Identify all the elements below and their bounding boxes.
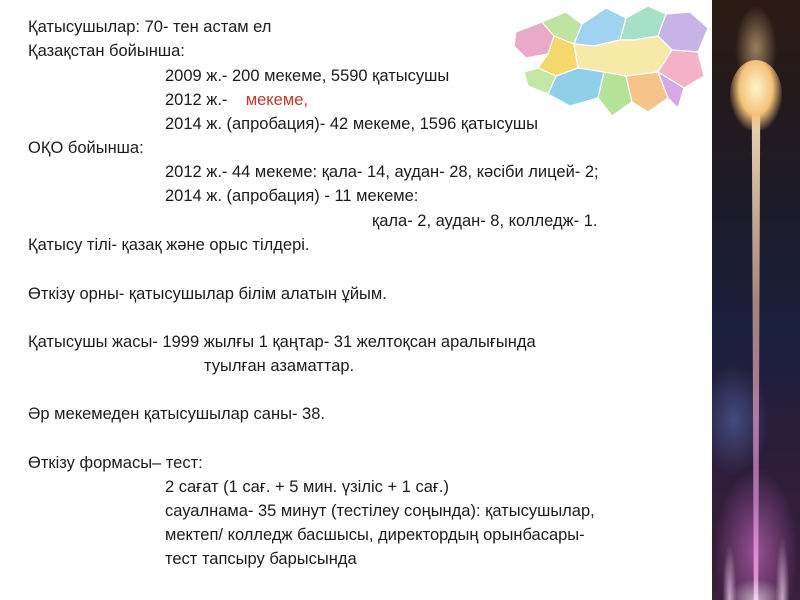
- kazakhstan-map-image: [508, 2, 714, 124]
- venue-line: Өткізу орны- қатысушылар білім алатын ұйым.: [28, 285, 387, 303]
- oko-heading: ОҚО бойынша:: [28, 139, 144, 157]
- tower-sphere: [730, 60, 782, 130]
- format-survey-end: тест тапсыру барысында: [165, 550, 357, 568]
- format-survey-cont: мектеп/ колледж басшысы, директордың орынбасары-: [165, 526, 585, 544]
- age-line-cont: туылған азаматтар.: [204, 357, 355, 375]
- oko-2014-breakdown: қала- 2, аудан- 8, колледж- 1.: [372, 212, 598, 230]
- format-duration: 2 сағат (1 сағ. + 5 мин. үзіліс + 1 сағ.): [165, 478, 449, 496]
- stat-2009: 2009 ж.- 200 мекеме, 5590 қатысушы: [165, 67, 450, 85]
- oko-2014: 2014 ж. (апробация) - 11 мекеме:: [165, 187, 419, 205]
- format-heading: Өткізу формасы– тест:: [28, 454, 203, 472]
- oko-2012: 2012 ж.- 44 мекеме: қала- 14, аудан- 28, кәсіби лицей- 2;: [165, 163, 599, 181]
- age-line: Қатысушы жасы- 1999 жылғы 1 қаңтар- 31 желтоқсан аралығында: [28, 333, 536, 351]
- stat-2012: [165, 90, 308, 110]
- fountain-lights: [712, 430, 800, 600]
- participants-line: Қатысушылар: 70- тен астам ел: [28, 18, 272, 36]
- format-survey: сауалнама- 35 минут (тестілеу соңында): қатысушылар,: [165, 502, 595, 520]
- stat-2012-highlight: мекеме,: [245, 91, 308, 109]
- kazakhstan-heading: Қазақстан бойынша:: [28, 42, 185, 60]
- stat-2014: 2014 ж. (апробация)- 42 мекеме, 1596 қатысушы: [165, 115, 538, 133]
- stat-2012-year: 2012 ж.-: [165, 91, 246, 109]
- tower-photo-image: [712, 0, 800, 600]
- language-line: Қатысу тілі- қазақ және орыс тілдері.: [28, 236, 310, 254]
- count-line: Әр мекемеден қатысушылар саны- 38.: [28, 405, 325, 423]
